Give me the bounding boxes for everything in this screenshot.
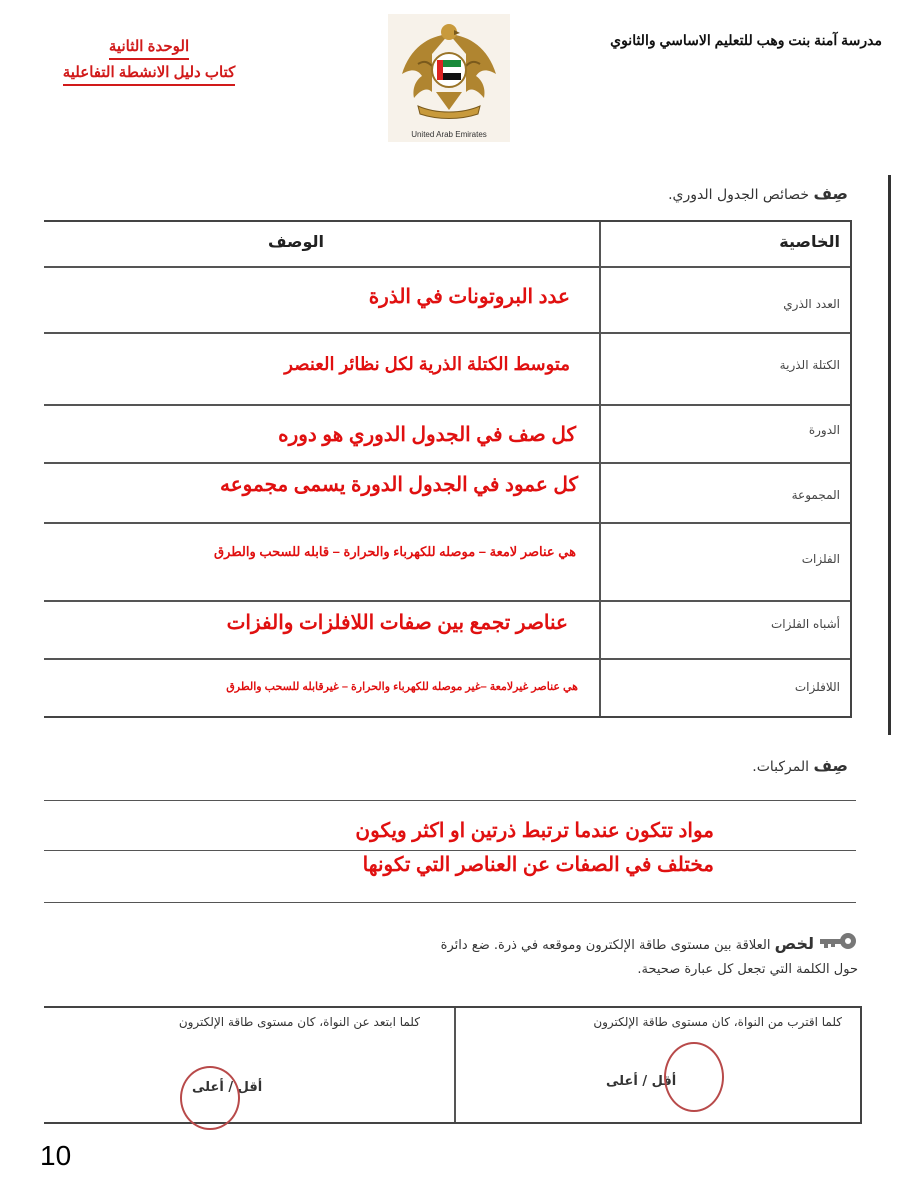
key-icon	[818, 930, 858, 952]
row-divider	[44, 658, 850, 660]
book-title: كتاب دليل الانشطة التفاعلية	[63, 62, 236, 86]
answer-circle-lower	[664, 1042, 724, 1112]
cell-closer-choice[interactable]: أقل / أعلى	[606, 1074, 677, 1089]
instruction-verb: لخص	[774, 934, 814, 953]
header-divider	[44, 266, 850, 268]
row-divider	[44, 462, 850, 464]
instruction-line1: العلاقة بين مستوى طاقة الإلكترون وموقعه في ذرة. ضع دائرة	[440, 938, 771, 953]
property-metals: الفلزات	[801, 552, 840, 566]
compounds-instruction	[752, 756, 848, 775]
instruction-verb: صِف	[813, 756, 848, 775]
cell-farther-text: كلما ابتعد عن النواة، كان مستوى طاقة الإلكترون	[178, 1015, 420, 1029]
answer-metals: هي عناصر لامعة – موصله للكهرباء والحرارة – قابله للسحب والطرق	[213, 544, 576, 559]
instruction-verb: صِف	[813, 184, 848, 203]
compounds-answer-line1: مواد تتكون عندما ترتبط ذرتين او اكثر ويكون	[355, 820, 714, 842]
unit-heading	[40, 34, 258, 86]
summary-instruction	[34, 934, 814, 953]
col-description-header: الوصف	[268, 232, 325, 251]
answer-line	[44, 902, 856, 903]
property-nonmetals: اللافلزات	[794, 680, 840, 694]
row-divider	[44, 332, 850, 334]
answer-circle-higher	[180, 1066, 240, 1130]
row-divider	[44, 522, 850, 524]
column-divider	[599, 222, 601, 716]
school-name: مدرسة آمنة بنت وهب للتعليم الاساسي والثانوي	[610, 32, 882, 48]
answer-line	[44, 800, 856, 801]
periodic-instruction	[668, 184, 848, 203]
answer-nonmetals: هي عناصر غيرلامعة –غير موصله للكهرباء والحرارة – غيرقابله للسحب والطرق	[226, 681, 578, 693]
uae-emblem	[388, 14, 510, 142]
property-metalloids: أشباه الفلزات	[770, 617, 840, 631]
answer-line	[44, 850, 856, 851]
column-divider	[454, 1008, 456, 1122]
answer-group: كل عمود في الجدول الدورة يسمى مجموعه	[220, 474, 578, 496]
property-atomic-number: العدد الذري	[783, 297, 840, 311]
summary-instruction-line2: حول الكلمة التي تجعل كل عبارة صحيحة.	[637, 962, 858, 977]
instruction-text: المركبات.	[752, 759, 810, 775]
answer-period: كل صف في الجدول الدوري هو دوره	[278, 424, 576, 446]
page-number: 10	[40, 1140, 72, 1171]
compounds-answer-line2: مختلف في الصفات عن العناصر التي تكونها	[362, 854, 714, 876]
property-atomic-mass: الكتلة الذرية	[779, 358, 840, 372]
property-group: المجموعة	[791, 488, 840, 502]
answer-metalloids: عناصر تجمع بين صفات اللافلزات والفزات	[226, 612, 568, 634]
answer-atomic-number: عدد البروتونات في الذرة	[368, 286, 570, 308]
instruction-text: خصائص الجدول الدوري.	[668, 187, 810, 203]
answer-atomic-mass: متوسط الكتلة الذرية لكل نظائر العنصر	[284, 354, 570, 374]
row-divider	[44, 600, 850, 602]
falcon-icon	[388, 14, 510, 126]
cell-farther-choice[interactable]: أقل / أعلى	[192, 1080, 263, 1095]
col-property-header: الخاصية	[779, 232, 840, 251]
cell-closer-text: كلما اقترب من النواة، كان مستوى طاقة الإلكترون	[593, 1015, 842, 1029]
emblem-caption: United Arab Emirates	[411, 130, 487, 139]
property-period: الدورة	[808, 423, 840, 437]
row-divider	[44, 404, 850, 406]
unit-title: الوحدة الثانية	[109, 36, 189, 60]
page-edge	[888, 175, 891, 735]
